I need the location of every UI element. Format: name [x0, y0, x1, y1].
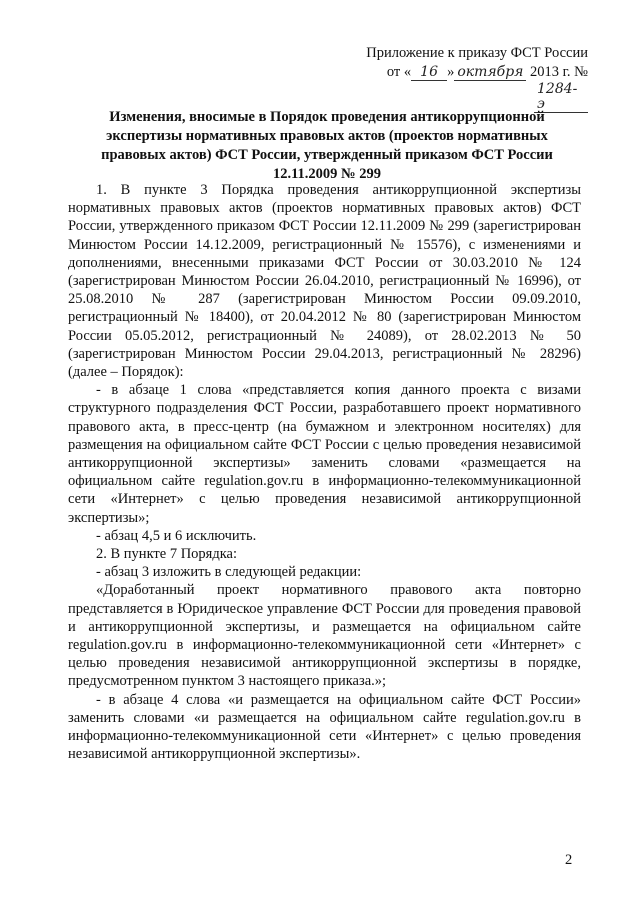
paragraph: 2. В пункте 7 Порядка: — [96, 546, 237, 563]
appendix-header — [338, 44, 588, 114]
date-mid: » — [447, 64, 455, 80]
date-prefix: от « — [386, 64, 412, 80]
paragraph: «Доработанный проект нормативного правового акта повторно представляется в Юридическое управление ФСТ России для проведения правовой и антикоррупционной экспертизы, и размещается на официальном сайте regulation.gov.ru в информационно-телекоммуникационной сети «Интернет» с целью проведения независимой антикоррупционной экспертизы в порядке, предусмотренном пунктом 3 настоящего приказа.»; — [68, 582, 581, 690]
order-date-line — [338, 63, 588, 114]
paragraph: - абзац 4,5 и 6 исключить. — [96, 527, 257, 544]
paragraph: - абзац 3 изложить в следующей редакции: — [96, 564, 362, 581]
handwritten-month: октября — [454, 65, 526, 81]
paragraph: 1. В пункте 3 Порядка проведения антикоррупционной экспертизы нормативных правовых актов (проектов нормативных правовых актов) ФСТ России, утвержденного приказом ФСТ России 12.11.2009 № 299 (зарегистрирован Минюстом России 14.12.2009, регистрационный № 15576), с изменениями и дополнениями, внесенными приказами ФСТ России от 30.03.2010 № 124 (зарегистрирован Минюстом России 26.04.2010, регистрационный № 16996), от 25.08.2010 № 287 (зарегистрирован Минюстом России 09.09.2010, регистрационный № 18400), от 20.04.2012 № 80 (зарегистрирован Минюстом России 05.05.2012, регистрационный № 24089), от 28.02.2013 № 50 (зарегистрирован Минюстом России 29.04.2013, регистрационный № 28296) (далее – Порядок): — [68, 182, 581, 381]
page-number: 2 — [565, 852, 573, 868]
date-year: 2013 г. № — [529, 64, 588, 80]
paragraph: - в абзаце 1 слова «представляется копия данного проекта с визами структурного подразделения ФСТ России, разработавшего проект нормативного правового акта, в пресс-центр (на бумажном и электронном носителях) для размещения на официальном сайте ФСТ России с целью проведения независимой антикоррупционной экспертизы» заменить словами «размещается на официальном сайте regulation.gov.ru в информационно-телекоммуникационной сети «Интернет» с целью проведения независимой антикоррупционной экспертизы»; — [68, 382, 581, 526]
handwritten-day: 16 — [411, 65, 447, 81]
handwritten-order-number: 1284-э — [534, 82, 588, 113]
appendix-line: Приложение к приказу ФСТ России — [366, 45, 588, 61]
document-title: Изменения, вносимые в Порядок проведения антикоррупционной экспертизы нормативных правовых актов (проектов нормативных правовых актов) ФСТ России, утвержденный приказом ФСТ России 12.11.2009 № 299 — [101, 109, 553, 182]
document-body — [68, 181, 581, 764]
paragraph: - в абзаце 4 слова «и размещается на официальном сайте ФСТ России» заменить словами «и размещается на официальном сайте regulation.gov.ru в информационно-телекоммуникационной сети «Интернет» с целью проведения независимой антикоррупционной экспертизы». — [68, 691, 581, 763]
